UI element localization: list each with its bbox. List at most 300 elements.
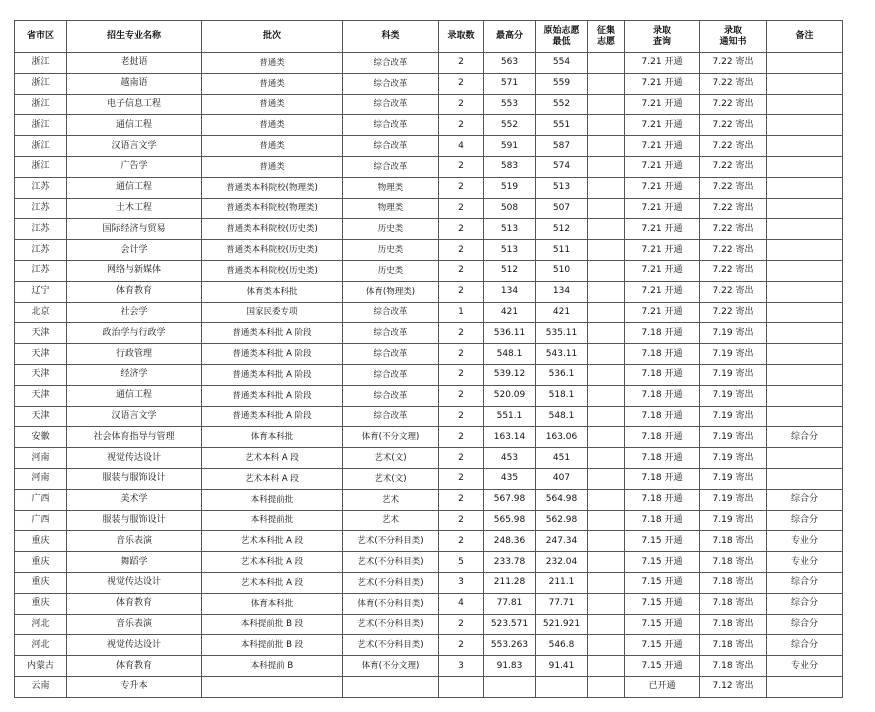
table-cell: 本科提前批 B 段 — [202, 635, 343, 656]
table-cell — [588, 385, 625, 406]
table-row — [15, 53, 843, 74]
admission-table-wrapper — [14, 20, 843, 698]
table-cell: 体育(不分文理) — [343, 656, 439, 677]
table-cell: 艺术(不分科目类) — [343, 531, 439, 552]
table-cell: 综合改革 — [343, 156, 439, 177]
table-cell: 艺术本科批 A 段 — [202, 531, 343, 552]
table-cell — [588, 427, 625, 448]
table-cell: 4 — [439, 136, 484, 157]
table-cell: 2 — [439, 94, 484, 115]
table-cell: 7.18 开通 — [625, 364, 700, 385]
table-cell — [767, 323, 843, 344]
column-header-text: 备注 — [795, 31, 814, 41]
table-cell: 音乐表演 — [67, 531, 202, 552]
table-cell: 451 — [536, 448, 588, 469]
table-cell — [588, 676, 625, 697]
table-cell: 7.21 开通 — [625, 136, 700, 157]
table-cell: 2 — [439, 364, 484, 385]
column-header — [202, 21, 343, 53]
table-cell: 2 — [439, 219, 484, 240]
table-cell: 7.18 寄出 — [700, 593, 767, 614]
table-cell: 普通类 — [202, 94, 343, 115]
table-cell: 普通类 — [202, 73, 343, 94]
table-cell — [536, 676, 588, 697]
table-cell: 7.22 寄出 — [700, 156, 767, 177]
table-cell: 专业分 — [767, 656, 843, 677]
table-cell: 2 — [439, 531, 484, 552]
table-cell: 本科提前 B — [202, 656, 343, 677]
table-cell: 7.15 开通 — [625, 531, 700, 552]
table-cell: 土木工程 — [67, 198, 202, 219]
table-cell: 服装与服饰设计 — [67, 510, 202, 531]
table-cell: 91.41 — [536, 656, 588, 677]
table-cell: 7.18 开通 — [625, 448, 700, 469]
table-cell: 233.78 — [484, 552, 536, 573]
table-cell: 河北 — [15, 614, 67, 635]
table-cell — [588, 364, 625, 385]
table-row — [15, 676, 843, 697]
table-cell: 历史类 — [343, 260, 439, 281]
table-row — [15, 531, 843, 552]
column-header — [484, 21, 536, 53]
table-cell: 2 — [439, 177, 484, 198]
table-cell: 77.81 — [484, 593, 536, 614]
column-header — [67, 21, 202, 53]
table-cell: 7.19 寄出 — [700, 510, 767, 531]
table-cell: 艺术(文) — [343, 448, 439, 469]
table-cell: 普通类本科批 A 阶段 — [202, 344, 343, 365]
table-row — [15, 323, 843, 344]
table-cell: 7.18 开通 — [625, 427, 700, 448]
table-cell: 通信工程 — [67, 177, 202, 198]
table-cell: 7.19 寄出 — [700, 323, 767, 344]
table-cell: 普通类本科院校(物理类) — [202, 177, 343, 198]
table-cell: 7.21 开通 — [625, 73, 700, 94]
table-cell — [767, 136, 843, 157]
table-cell: 7.21 开通 — [625, 302, 700, 323]
column-header — [343, 21, 439, 53]
table-row — [15, 344, 843, 365]
table-cell: 江苏 — [15, 260, 67, 281]
column-header — [625, 21, 700, 53]
table-cell — [588, 448, 625, 469]
table-cell: 重庆 — [15, 552, 67, 573]
table-cell: 4 — [439, 593, 484, 614]
table-cell: 7.15 开通 — [625, 656, 700, 677]
table-cell: 7.21 开通 — [625, 240, 700, 261]
table-cell: 河北 — [15, 635, 67, 656]
table-cell: 7.21 开通 — [625, 219, 700, 240]
table-cell: 211.1 — [536, 572, 588, 593]
table-cell: 7.21 开通 — [625, 156, 700, 177]
table-cell: 艺术 — [343, 510, 439, 531]
table-cell: 通信工程 — [67, 385, 202, 406]
table-cell: 7.18 寄出 — [700, 635, 767, 656]
table-cell: 物理类 — [343, 198, 439, 219]
table-cell — [767, 53, 843, 74]
table-cell: 7.18 开通 — [625, 489, 700, 510]
table-cell — [767, 73, 843, 94]
table-cell: 523.571 — [484, 614, 536, 635]
table-cell: 7.19 寄出 — [700, 344, 767, 365]
table-cell: 服装与服饰设计 — [67, 468, 202, 489]
table-cell: 视觉传达设计 — [67, 572, 202, 593]
table-cell — [343, 676, 439, 697]
table-row — [15, 385, 843, 406]
table-cell: 国家民委专项 — [202, 302, 343, 323]
table-cell: 512 — [484, 260, 536, 281]
table-cell — [767, 156, 843, 177]
table-row — [15, 260, 843, 281]
table-cell: 通信工程 — [67, 115, 202, 136]
table-cell: 普通类 — [202, 53, 343, 74]
table-cell: 综合分 — [767, 593, 843, 614]
table-cell: 艺术(不分科目类) — [343, 572, 439, 593]
table-cell: 2 — [439, 53, 484, 74]
table-cell: 体育教育 — [67, 281, 202, 302]
table-cell: 综合改革 — [343, 73, 439, 94]
column-header-text: 录取数 — [447, 31, 475, 41]
column-header — [588, 21, 625, 53]
table-cell: 综合分 — [767, 489, 843, 510]
table-cell: 163.06 — [536, 427, 588, 448]
table-cell: 汉语言文学 — [67, 136, 202, 157]
table-cell: 7.22 寄出 — [700, 115, 767, 136]
table-row — [15, 468, 843, 489]
table-cell: 7.22 寄出 — [700, 240, 767, 261]
table-cell — [588, 531, 625, 552]
table-cell — [767, 676, 843, 697]
table-cell — [767, 115, 843, 136]
table-cell: 7.18 寄出 — [700, 572, 767, 593]
table-cell: 浙江 — [15, 73, 67, 94]
table-cell: 辽宁 — [15, 281, 67, 302]
table-cell: 云南 — [15, 676, 67, 697]
column-header-text: 最低 — [552, 36, 571, 47]
table-cell: 艺术本科 A 段 — [202, 448, 343, 469]
table-cell: 安徽 — [15, 427, 67, 448]
table-cell: 重庆 — [15, 531, 67, 552]
table-cell: 7.19 寄出 — [700, 448, 767, 469]
table-cell: 舞蹈学 — [67, 552, 202, 573]
table-cell — [202, 676, 343, 697]
table-cell — [767, 94, 843, 115]
table-cell: 专业分 — [767, 531, 843, 552]
table-row — [15, 302, 843, 323]
table-cell: 587 — [536, 136, 588, 157]
table-cell: 体育教育 — [67, 656, 202, 677]
table-cell: 7.18 开通 — [625, 406, 700, 427]
table-cell: 7.19 寄出 — [700, 489, 767, 510]
table-cell: 7.21 开通 — [625, 281, 700, 302]
table-cell: 548.1 — [536, 406, 588, 427]
table-cell: 天津 — [15, 344, 67, 365]
table-cell: 512 — [536, 219, 588, 240]
header-row — [15, 21, 843, 53]
table-cell: 综合改革 — [343, 94, 439, 115]
table-cell: 571 — [484, 73, 536, 94]
table-cell — [588, 656, 625, 677]
table-cell: 421 — [536, 302, 588, 323]
table-cell: 7.15 开通 — [625, 635, 700, 656]
table-cell: 7.21 开通 — [625, 198, 700, 219]
table-cell — [767, 198, 843, 219]
table-cell: 2 — [439, 115, 484, 136]
table-cell: 天津 — [15, 406, 67, 427]
table-cell: 563 — [484, 53, 536, 74]
table-cell: 会计学 — [67, 240, 202, 261]
table-cell — [767, 344, 843, 365]
table-cell: 2 — [439, 468, 484, 489]
table-cell: 内蒙古 — [15, 656, 67, 677]
table-cell: 综合分 — [767, 614, 843, 635]
table-cell: 7.19 寄出 — [700, 427, 767, 448]
table-row — [15, 94, 843, 115]
table-cell: 247.34 — [536, 531, 588, 552]
table-cell: 552 — [536, 94, 588, 115]
table-cell: 7.21 开通 — [625, 260, 700, 281]
table-cell: 综合改革 — [343, 302, 439, 323]
table-cell — [588, 94, 625, 115]
table-cell: 513 — [484, 240, 536, 261]
table-cell: 2 — [439, 344, 484, 365]
table-cell — [767, 177, 843, 198]
table-cell: 2 — [439, 198, 484, 219]
table-cell: 539.12 — [484, 364, 536, 385]
table-cell: 7.22 寄出 — [700, 73, 767, 94]
table-cell: 体育本科批 — [202, 427, 343, 448]
table-cell: 7.15 开通 — [625, 572, 700, 593]
table-cell — [767, 448, 843, 469]
table-cell: 艺术(不分科目类) — [343, 552, 439, 573]
table-cell: 553 — [484, 94, 536, 115]
table-cell: 7.18 开通 — [625, 510, 700, 531]
table-cell: 重庆 — [15, 572, 67, 593]
table-cell: 2 — [439, 489, 484, 510]
column-header — [439, 21, 484, 53]
table-cell: 江苏 — [15, 198, 67, 219]
table-cell: 7.19 寄出 — [700, 468, 767, 489]
table-cell: 经济学 — [67, 364, 202, 385]
table-cell: 综合改革 — [343, 406, 439, 427]
table-cell: 本科提前批 — [202, 489, 343, 510]
table-cell: 513 — [536, 177, 588, 198]
table-cell: 浙江 — [15, 53, 67, 74]
table-cell: 7.19 寄出 — [700, 364, 767, 385]
table-cell: 体育(物理类) — [343, 281, 439, 302]
table-cell: 7.18 寄出 — [700, 614, 767, 635]
table-cell: 248.36 — [484, 531, 536, 552]
table-cell: 7.22 寄出 — [700, 260, 767, 281]
table-cell — [767, 260, 843, 281]
table-cell — [588, 635, 625, 656]
table-cell: 134 — [484, 281, 536, 302]
table-cell: 重庆 — [15, 593, 67, 614]
table-cell: 2 — [439, 510, 484, 531]
table-cell: 7.22 寄出 — [700, 94, 767, 115]
table-cell: 政治学与行政学 — [67, 323, 202, 344]
table-cell: 3 — [439, 572, 484, 593]
column-header-text: 原始志愿 — [543, 25, 580, 36]
table-cell: 7.15 开通 — [625, 614, 700, 635]
table-cell: 7.22 寄出 — [700, 198, 767, 219]
table-cell: 河南 — [15, 448, 67, 469]
table-cell: 历史类 — [343, 219, 439, 240]
table-cell: 7.22 寄出 — [700, 53, 767, 74]
table-cell: 普通类 — [202, 115, 343, 136]
table-cell: 江苏 — [15, 219, 67, 240]
table-cell: 134 — [536, 281, 588, 302]
table-cell: 513 — [484, 219, 536, 240]
table-cell: 本科提前批 B 段 — [202, 614, 343, 635]
table-cell — [588, 406, 625, 427]
table-cell: 2 — [439, 427, 484, 448]
table-row — [15, 198, 843, 219]
table-cell — [588, 219, 625, 240]
table-row — [15, 406, 843, 427]
table-cell: 7.15 开通 — [625, 593, 700, 614]
table-cell: 体育教育 — [67, 593, 202, 614]
column-header — [536, 21, 588, 53]
table-cell: 综合改革 — [343, 53, 439, 74]
table-cell: 7.22 寄出 — [700, 177, 767, 198]
table-cell: 7.22 寄出 — [700, 136, 767, 157]
table-cell — [767, 302, 843, 323]
table-cell: 507 — [536, 198, 588, 219]
table-cell: 91.83 — [484, 656, 536, 677]
table-cell: 7.18 寄出 — [700, 656, 767, 677]
table-cell: 艺术本科批 A 段 — [202, 552, 343, 573]
table-cell: 508 — [484, 198, 536, 219]
table-cell: 407 — [536, 468, 588, 489]
table-cell — [767, 406, 843, 427]
table-cell: 综合分 — [767, 427, 843, 448]
table-cell: 本科提前批 — [202, 510, 343, 531]
table-cell: 552 — [484, 115, 536, 136]
table-cell: 565.98 — [484, 510, 536, 531]
table-cell: 广西 — [15, 489, 67, 510]
table-cell — [588, 510, 625, 531]
table-cell: 综合改革 — [343, 385, 439, 406]
table-row — [15, 240, 843, 261]
column-header-text: 最高分 — [495, 31, 523, 41]
table-cell: 551 — [536, 115, 588, 136]
table-cell: 511 — [536, 240, 588, 261]
table-cell — [588, 156, 625, 177]
table-cell: 518.1 — [536, 385, 588, 406]
table-cell: 1 — [439, 302, 484, 323]
table-cell: 7.22 寄出 — [700, 281, 767, 302]
table-cell: 音乐表演 — [67, 614, 202, 635]
table-cell: 老挝语 — [67, 53, 202, 74]
table-cell: 2 — [439, 614, 484, 635]
table-cell: 天津 — [15, 385, 67, 406]
table-cell: 综合改革 — [343, 136, 439, 157]
table-cell: 421 — [484, 302, 536, 323]
column-header-text: 通知书 — [719, 36, 747, 47]
table-cell: 520.09 — [484, 385, 536, 406]
table-cell: 汉语言文学 — [67, 406, 202, 427]
table-cell — [484, 676, 536, 697]
admission-table — [14, 20, 843, 698]
table-cell: 7.21 开通 — [625, 115, 700, 136]
table-row — [15, 156, 843, 177]
table-cell: 7.18 寄出 — [700, 531, 767, 552]
table-cell — [588, 552, 625, 573]
table-cell — [588, 344, 625, 365]
table-row — [15, 656, 843, 677]
table-cell: 2 — [439, 406, 484, 427]
table-cell: 2 — [439, 635, 484, 656]
table-cell: 2 — [439, 323, 484, 344]
table-cell: 普通类本科批 A 阶段 — [202, 323, 343, 344]
table-body — [15, 53, 843, 698]
table-cell: 普通类本科批 A 阶段 — [202, 385, 343, 406]
table-cell — [588, 240, 625, 261]
table-cell: 艺术(不分科目类) — [343, 635, 439, 656]
table-cell: 536.11 — [484, 323, 536, 344]
table-cell: 7.19 寄出 — [700, 406, 767, 427]
table-cell: 浙江 — [15, 94, 67, 115]
table-cell: 广西 — [15, 510, 67, 531]
table-cell: 社会学 — [67, 302, 202, 323]
table-cell: 543.11 — [536, 344, 588, 365]
column-header-text: 批次 — [262, 31, 281, 41]
table-cell: 普通类本科院校(历史类) — [202, 260, 343, 281]
table-cell: 2 — [439, 156, 484, 177]
table-row — [15, 614, 843, 635]
table-cell: 554 — [536, 53, 588, 74]
table-cell: 7.12 寄出 — [700, 676, 767, 697]
table-cell: 行政管理 — [67, 344, 202, 365]
table-cell: 体育本科批 — [202, 593, 343, 614]
table-cell: 7.21 开通 — [625, 177, 700, 198]
table-cell — [588, 489, 625, 510]
table-cell: 美术学 — [67, 489, 202, 510]
table-cell — [588, 73, 625, 94]
table-cell — [588, 53, 625, 74]
table-cell: 已开通 — [625, 676, 700, 697]
table-cell: 519 — [484, 177, 536, 198]
table-cell: 7.21 开通 — [625, 94, 700, 115]
table-cell: 546.8 — [536, 635, 588, 656]
table-cell — [588, 323, 625, 344]
table-cell: 电子信息工程 — [67, 94, 202, 115]
table-cell: 江苏 — [15, 240, 67, 261]
table-cell: 7.22 寄出 — [700, 219, 767, 240]
table-cell: 普通类本科院校(物理类) — [202, 198, 343, 219]
table-cell: 562.98 — [536, 510, 588, 531]
table-cell: 435 — [484, 468, 536, 489]
table-cell: 7.22 寄出 — [700, 302, 767, 323]
table-cell: 艺术 — [343, 489, 439, 510]
table-cell — [588, 198, 625, 219]
table-cell: 77.71 — [536, 593, 588, 614]
table-cell — [767, 385, 843, 406]
table-row — [15, 448, 843, 469]
table-cell: 591 — [484, 136, 536, 157]
table-cell: 视觉传达设计 — [67, 635, 202, 656]
table-cell: 体育(不分文理) — [343, 427, 439, 448]
table-cell: 7.15 开通 — [625, 552, 700, 573]
table-cell: 7.19 寄出 — [700, 385, 767, 406]
table-cell: 艺术本科批 A 段 — [202, 572, 343, 593]
table-cell — [767, 219, 843, 240]
table-cell: 河南 — [15, 468, 67, 489]
table-cell — [588, 115, 625, 136]
table-cell — [767, 468, 843, 489]
table-cell: 普通类 — [202, 156, 343, 177]
